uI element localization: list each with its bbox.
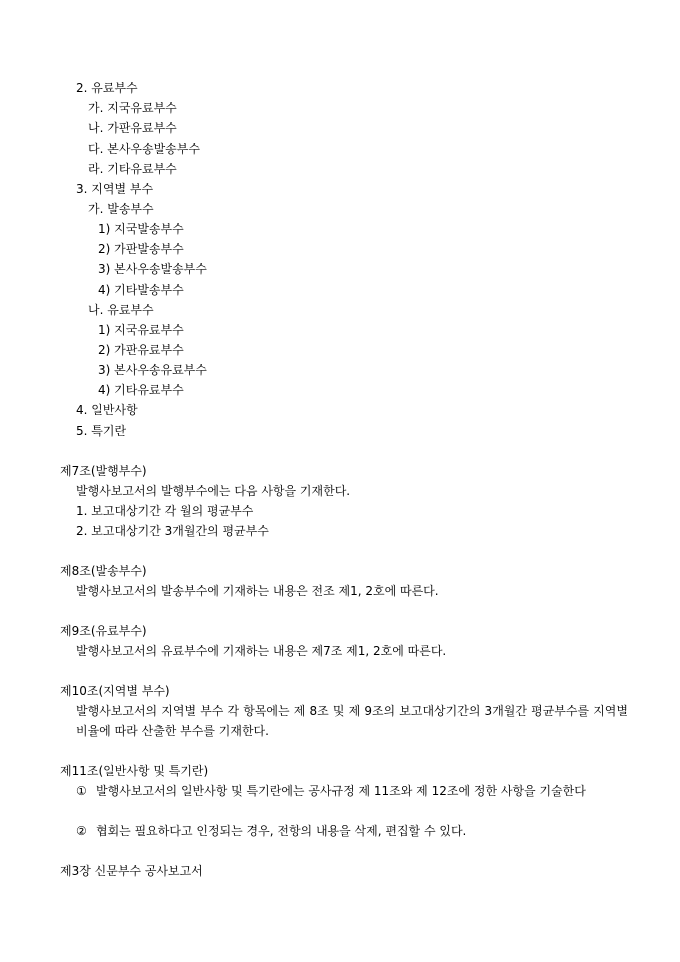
outline-subsubitem: 3) 본사우송발송부수 (98, 262, 207, 276)
clause-2-marker: ② (76, 824, 87, 838)
outline-subsubitem: 4) 기타유료부수 (98, 383, 184, 397)
article-7-item: 1. 보고대상기간 각 월의 평균부수 (76, 504, 254, 518)
outline-subitem: 나. 유료부수 (88, 303, 154, 317)
clause-1-text: 발행사보고서의 일반사항 및 특기란에는 공사규정 제 11조와 제 12조에 정한 사항을 기술한다 (96, 784, 586, 798)
article-10-title: 제10조(지역별 부수) (60, 684, 170, 698)
article-8-body: 발행사보고서의 발송부수에 기재하는 내용은 전조 제1, 2호에 따른다. (76, 584, 439, 598)
outline-subsubitem: 1) 지국발송부수 (98, 222, 184, 236)
outline-subitem: 가. 지국유료부수 (88, 101, 177, 115)
chapter-heading: 제3장 신문부수 공사보고서 (60, 864, 203, 878)
outline-item: 4. 일반사항 (76, 403, 138, 417)
outline-subitem: 나. 가판유료부수 (88, 121, 177, 135)
article-8-title: 제8조(발송부수) (60, 564, 147, 578)
article-11-title: 제11조(일반사항 및 특기란) (60, 764, 209, 778)
article-7-title: 제7조(발행부수) (60, 464, 147, 478)
outline-item: 5. 특기란 (76, 424, 127, 438)
outline-subsubitem: 2) 가판발송부수 (98, 242, 184, 256)
outline-subsubitem: 4) 기타발송부수 (98, 283, 184, 297)
outline-subsubitem: 2) 가판유료부수 (98, 343, 184, 357)
outline-subitem: 가. 발송부수 (88, 202, 154, 216)
outline-subsubitem: 1) 지국유료부수 (98, 323, 184, 337)
article-7-body: 발행사보고서의 발행부수에는 다음 사항을 기재한다. (76, 484, 351, 498)
clause-2-text: 협회는 필요하다고 인정되는 경우, 전항의 내용을 삭제, 편집할 수 있다. (96, 824, 467, 838)
article-7-item: 2. 보고대상기간 3개월간의 평균부수 (76, 524, 269, 538)
outline-subsubitem: 3) 본사우송유료부수 (98, 363, 207, 377)
clause-1-marker: ① (76, 784, 87, 798)
outline-subitem: 라. 기타유료부수 (88, 162, 177, 176)
outline-item: 2. 유료부수 (76, 81, 138, 95)
outline-item: 3. 지역별 부수 (76, 182, 154, 196)
outline-subitem: 다. 본사우송발송부수 (88, 142, 200, 156)
article-10-body: 발행사보고서의 지역별 부수 각 항목에는 제 8조 및 제 9조의 보고대상기간의 3개월간 평균부수를 지역별 비율에 따라 산출한 부수를 기재한다. (76, 704, 628, 738)
article-9-title: 제9조(유료부수) (60, 624, 147, 638)
article-9-body: 발행사보고서의 유료부수에 기재하는 내용은 제7조 제1, 2호에 따른다. (76, 644, 447, 658)
